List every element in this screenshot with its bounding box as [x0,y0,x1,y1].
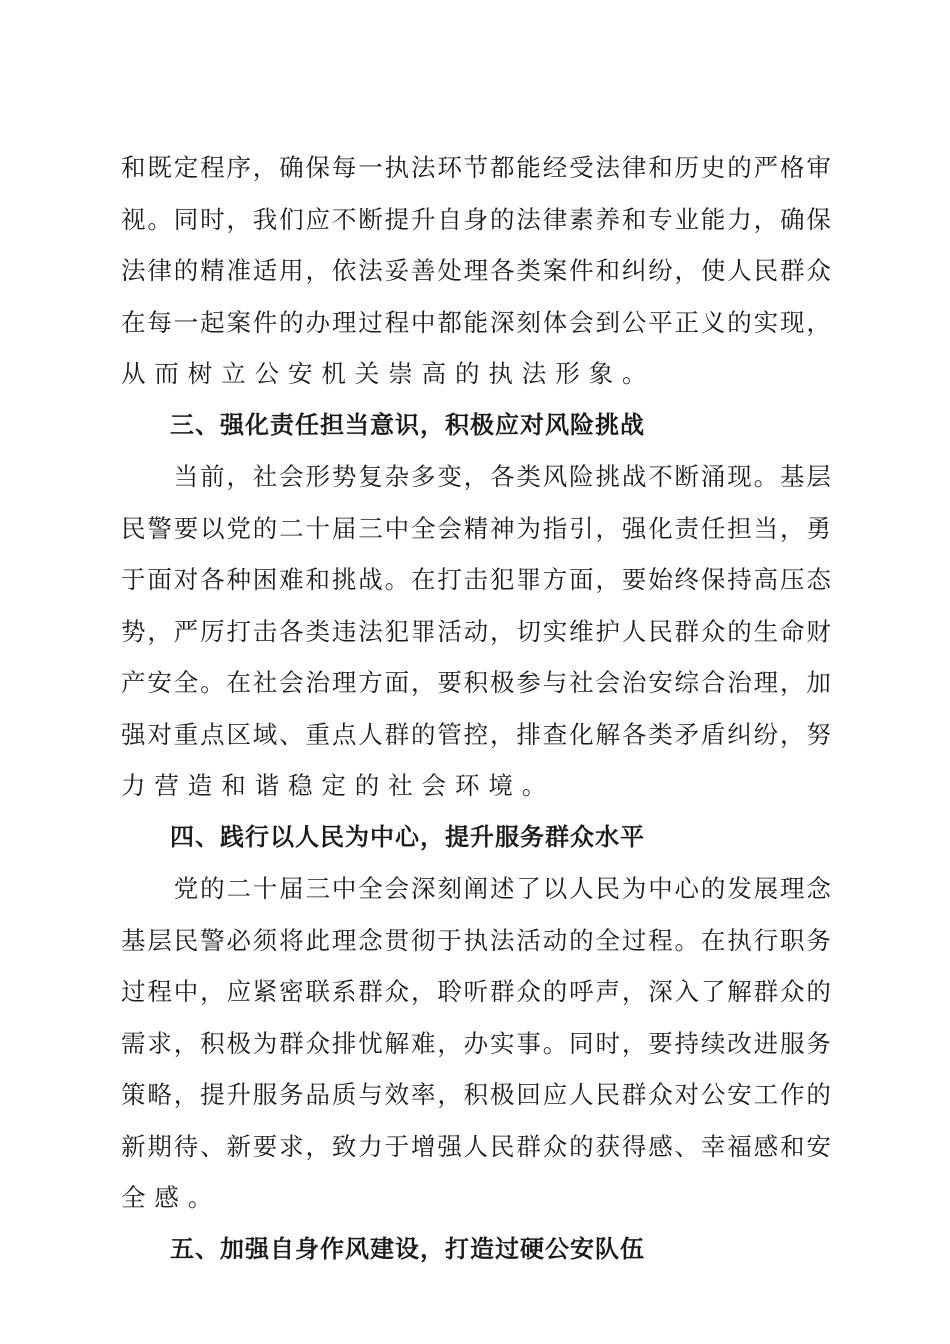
heading-text: 五、加强自身作风建设，打造过硬公安队伍 [170,1234,645,1263]
line-text: 过 程 中 ， 应 紧 密 联 系 群 众 ， 聆 听 群 众 的 呼 声 ， 深 入 了 解 群 众 的 [121,977,831,1006]
line-text: 策 略 ， 提 升 服 务 品 质 与 效 率 ， 积 极 回 应 人 民 群 众 对 公 安 工 作 的 [121,1080,831,1109]
line-text: 和 既 定 程 序 ， 确 保 每 一 执 法 环 节 都 能 经 受 法 律 和 历 史 的 严 格 审 [121,153,831,182]
paragraph-line [121,348,831,400]
paragraph-line [121,760,831,812]
line-text: 视 。 同 时 ， 我 们 应 不 断 提 升 自 身 的 法 律 素 养 和 专 业 能 力 ， 确 保 [121,204,831,234]
paragraph-line [121,606,831,658]
paragraph-line [121,142,831,194]
paragraph-line [121,1018,831,1070]
section-heading [121,812,831,864]
line-text: 新 期 待 、 新 要 求 ， 致 力 于 增 强 人 民 群 众 的 获 得 感 、 幸 福 感 和 安 [121,1131,831,1161]
line-text: 全感。 [121,1183,222,1212]
paragraph-line [121,194,831,246]
paragraph-line [121,1121,831,1173]
paragraph-line [121,709,831,761]
paragraph-line [121,657,831,709]
paragraph-line [121,245,831,297]
line-text: 基 层 民 警 必 须 将 此 理 念 贯 彻 于 执 法 活 动 的 全 过 程 。 在 执 行 职 务 [121,925,831,955]
paragraph-line [121,915,831,967]
line-text: 从而树立公安机关崇高的执法形象。 [121,359,656,388]
line-text: 民 警 要 以 党 的 二 十 届 三 中 全 会 精 神 为 指 引 ， 强 化 责 任 担 当 ， 勇 [121,513,831,543]
paragraph-line [121,966,831,1018]
paragraph-line [121,297,831,349]
paragraph-line [121,503,831,555]
line-text: 法 律 的 精 准 适 用 ， 依 法 妥 善 处 理 各 类 案 件 和 纠 纷 ， 使 人 民 群 众 [121,256,831,285]
line-text: 党 的 二 十 届 三 中 全 会 深 刻 阐 述 了 以 人 民 为 中 心 的 发 展 理 念 [173,874,831,903]
line-text: 当 前 ， 社 会 形 势 复 杂 多 变 ， 各 类 风 险 挑 战 不 断 涌 现 。 基 层 [173,462,831,491]
line-text: 需 求 ， 积 极 为 群 众 排 忧 解 难 ， 办 实 事 。 同 时 ， 要 持 续 改 进 服 务 [121,1028,831,1058]
paragraph-line [121,863,831,915]
section-heading [121,1224,831,1276]
line-text: 势 ， 严 厉 打 击 各 类 违 法 犯 罪 活 动 ， 切 实 维 护 人 民 群 众 的 生 命 财 [121,616,831,646]
heading-text: 三、强化责任担当意识，积极应对风险挑战 [170,410,645,439]
document-body [121,142,831,1275]
heading-text: 四、践行以人民为中心，提升服务群众水平 [170,822,645,851]
line-text: 在 每 一 起 案 件 的 办 理 过 程 中 都 能 深 刻 体 会 到 公 平 正 义 的 实 现 ， [121,307,831,337]
line-text: 强 对 重 点 区 域 、 重 点 人 群 的 管 控 ， 排 查 化 解 各 类 矛 盾 纠 纷 ， 努 [121,719,831,749]
section-heading [121,400,831,452]
paragraph-line [121,1069,831,1121]
line-text: 产 安 全 。 在 社 会 治 理 方 面 ， 要 积 极 参 与 社 会 治 安 综 合 治 理 ， 加 [121,668,831,697]
paragraph-line [121,554,831,606]
line-text: 力营造和谐稳定的社会环境。 [121,771,556,800]
paragraph-line [121,1172,831,1224]
paragraph-line [121,451,831,503]
line-text: 于 面 对 各 种 困 难 和 挑 战 。 在 打 击 犯 罪 方 面 ， 要 始 终 保 持 高 压 态 [121,565,831,594]
